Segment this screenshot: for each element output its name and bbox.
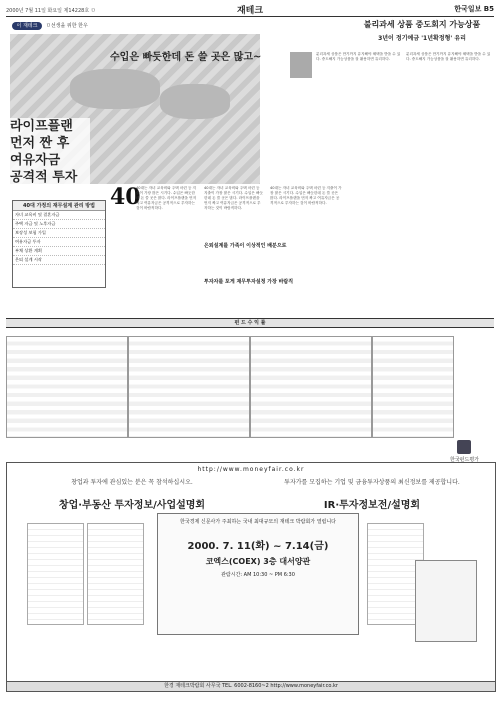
article-subhead-2: 투자자를 포게 재무투자설정 가장 바람직 xyxy=(204,279,294,285)
ad-center-info xyxy=(157,513,359,635)
fund-table-2 xyxy=(128,336,250,438)
list-item: 주택 자금 및 노후자금 xyxy=(13,220,105,229)
ad-venue: 코엑스(COEX) 3층 대서양관 xyxy=(205,557,311,566)
ad-stamp xyxy=(415,560,477,642)
list-item: 은퇴 설계 시작 xyxy=(13,256,105,265)
fund-table-4 xyxy=(372,336,454,438)
ad-intro: 한국경제 신문사가 주최하는 국내 최대규모의 재테크 박람회가 열립니다 xyxy=(179,519,337,525)
ad-left-title: 창업·부동산 투자정보/사업설명회 xyxy=(58,500,206,511)
right-article-col-1: 분리과세 상품은 만기까지 유지해야 혜택을 받을 수 있다. 중도해지 가능상품을 잘 활용하면 유리하다. xyxy=(316,52,401,61)
ad-schedule-left xyxy=(27,523,84,625)
list-item: 부채 상환 계획 xyxy=(13,247,105,256)
column-tag: 이 재테크 xyxy=(12,22,42,30)
box-title: 40대 가정의 재무설계 관리 방법 xyxy=(13,201,105,211)
fund-table-1 xyxy=(6,336,128,438)
right-column-title: 불리과세 상품 중도회지 가능상품 xyxy=(363,20,481,29)
ad-banner-right: 투자가를 모집하는 기업 및 금융투자상품의 최신정보를 제공합니다. xyxy=(284,479,460,486)
article-column-3: 40대는 자녀 교육비와 주택 마련 등 지출이 가장 많은 시기다. 수입은 빠듯한데 돈 쓸 곳은 많다. 라이프플랜을 먼저 짜고 여유자금은 공격적으로 투자하는 것이 바람직하다. xyxy=(270,186,342,205)
list-item: 보장성 보험 가입 xyxy=(13,229,105,238)
main-headline: 수입은 빠듯한데 돈 쓸 곳은 많고~ xyxy=(110,52,262,63)
article-column-1: 40대는 자녀 교육비와 주택 마련 등 지출이 가장 많은 시기다. 수입은 빠듯한데 돈 쓸 곳은 많다. 라이프플랜을 먼저 짜고 여유자금은 공격적으로 투자하는 것이 바람직하다. xyxy=(136,186,197,210)
article-column-2: 40대는 자녀 교육비와 주택 마련 등 지출이 가장 많은 시기다. 수입은 빠듯한데 돈 쓸 곳은 많다. 라이프플랜을 먼저 짜고 여유자금은 공격적으로 투자하는 것이 바람직하다. xyxy=(204,186,263,210)
feature-big-headline: 라이프플랜 먼저 짠 후 여유자금 공격적 투자 xyxy=(10,118,90,186)
section-title: 재테크 xyxy=(236,6,264,16)
fund-rating-logo: 한국펀드평가 xyxy=(450,440,479,463)
ad-schedule-left-2 xyxy=(87,523,144,625)
ad-dates: 2000. 7. 11(화) ~ 7.14(금) xyxy=(187,541,329,552)
ad-banner-left: 창업과 투자에 관심있는 분은 꼭 참석하십시오. xyxy=(71,479,193,486)
ad-hours: 관람시간: AM 10:30 ~ PM 6:30 xyxy=(221,572,295,578)
ad-url[interactable]: http://www.moneyfair.co.kr xyxy=(197,466,305,473)
issue-date: 2000년 7월 11일 화요일 제14228호 ㅁ xyxy=(6,8,96,14)
page-header xyxy=(6,3,494,17)
right-article-col-2: 분리과세 상품은 만기까지 유지해야 혜택을 받을 수 있다. 중도해지 가능상품을 잘 활용하면 유리하다. xyxy=(406,52,491,61)
article-subhead-1: 은퇴설계를 가족이 이상적인 배분으로 xyxy=(204,243,287,249)
right-column-subtitle: 3년이 정기예금 '1년확정형' 유리 xyxy=(378,35,466,42)
fund-table-bar: 펀 드 수 익 률 xyxy=(6,318,494,328)
column-subtag: ㅁ선생을 위한 한우 xyxy=(46,23,88,29)
ad-footer: 한경 재테크박람회 사무국 TEL. 6002-8160~2 http://www.moneyfair.co.kr xyxy=(7,681,495,691)
drop-letter: 40 xyxy=(110,184,141,210)
ad-right-title: IR·투자정보전/설명회 xyxy=(323,500,421,511)
financial-plan-box xyxy=(12,200,106,288)
list-item: 자녀 교육비 및 결혼자금 xyxy=(13,211,105,220)
fund-table-3 xyxy=(250,336,372,438)
page-number: 한국일보 B5 xyxy=(454,5,494,13)
list-item: 여유자금 투자 xyxy=(13,238,105,247)
author-photo xyxy=(290,52,312,78)
